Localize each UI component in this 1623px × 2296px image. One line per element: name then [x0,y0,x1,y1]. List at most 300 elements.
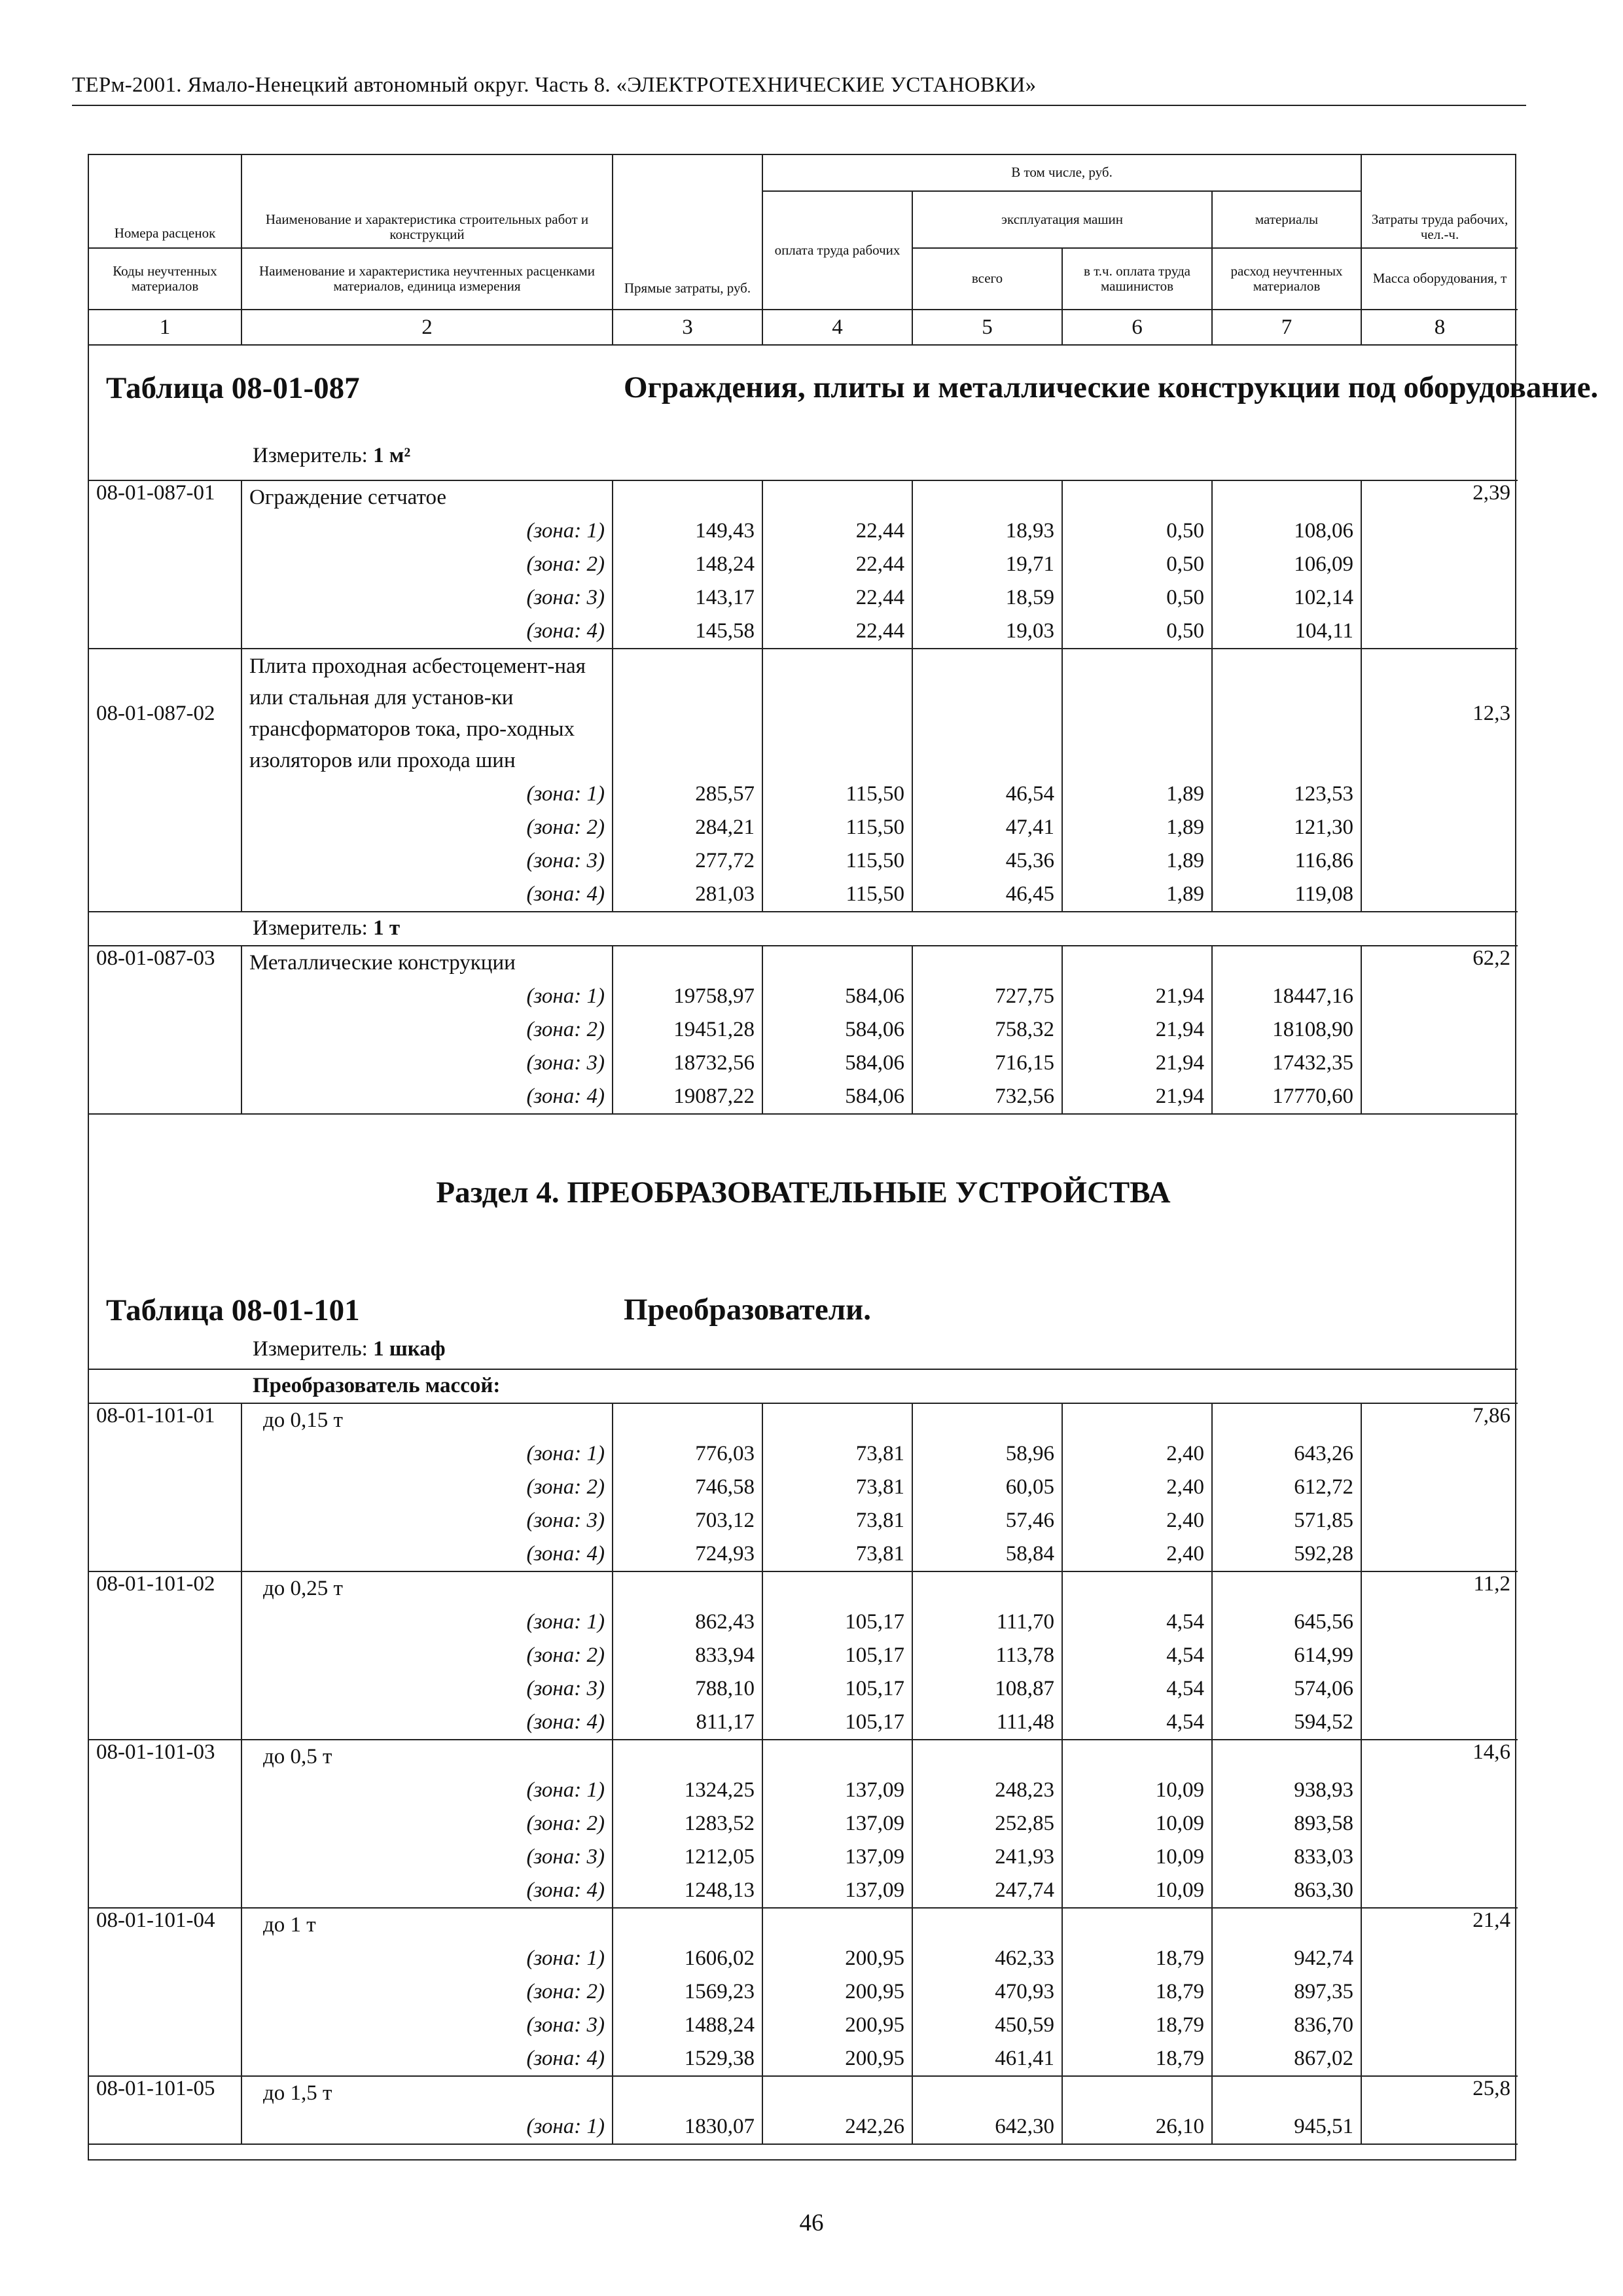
empty-cell [89,1942,241,1975]
empty-cell [912,1571,1062,1605]
rate-code: 08-01-101-02 [89,1571,241,1605]
zone-label: (зона: 2) [241,1975,613,2009]
zone-row [89,1537,1518,1571]
rate-code: 08-01-087-03 [89,946,241,980]
materials: 121,30 [1212,811,1361,844]
worker-pay: 137,09 [762,1807,912,1840]
empty-cell [89,1774,241,1807]
work-description: до 0,25 т [241,1571,613,1605]
column-number: 1 [89,310,241,345]
empty-cell [1361,844,1518,878]
price-table-frame [88,154,1599,2161]
zone-row [89,980,1518,1013]
zone-row [89,615,1518,649]
zone-label: (зона: 1) [241,1605,613,1639]
empty-cell [89,1471,241,1504]
materials: 108,06 [1212,514,1361,548]
table-end [89,2144,1518,2145]
worker-pay: 115,50 [762,778,912,811]
machinist-pay: 10,09 [1062,1840,1212,1874]
zone-row [89,1504,1518,1537]
machines-total: 462,33 [912,1942,1062,1975]
empty-cell [762,1740,912,1774]
worker-pay: 200,95 [762,1975,912,2009]
materials: 614,99 [1212,1639,1361,1672]
zone-label: (зона: 4) [241,1874,613,1908]
machinist-pay: 10,09 [1062,1874,1212,1908]
zone-label: (зона: 1) [241,980,613,1013]
zone-row [89,1013,1518,1047]
zone-label: (зона: 4) [241,615,613,649]
header-col5: всего [912,248,1062,310]
machinist-pay: 18,79 [1062,2009,1212,2042]
table-row [89,1403,1518,1437]
worker-pay: 73,81 [762,1471,912,1504]
zone-row [89,1774,1518,1807]
machinist-pay: 21,94 [1062,980,1212,1013]
zone-row [89,1706,1518,1740]
machines-total: 758,32 [912,1013,1062,1047]
empty-cell [912,1908,1062,1942]
empty-cell [1361,1639,1518,1672]
zone-label: (зона: 3) [241,2009,613,2042]
group-row [89,1369,1518,1403]
rate-code: 08-01-087-01 [89,480,241,514]
empty-cell [1212,2076,1361,2110]
empty-cell [1062,1571,1212,1605]
labor-cost: 7,86 [1361,1403,1518,1437]
measure-label: Измеритель: [253,1337,368,1361]
machines-total: 58,96 [912,1437,1062,1471]
empty-cell [1062,946,1212,980]
work-description: Ограждение сетчатое [241,480,613,514]
empty-cell [89,514,241,548]
direct-costs: 143,17 [613,581,762,615]
direct-costs: 1529,38 [613,2042,762,2076]
empty-cell [1062,480,1212,514]
header-col6: в т.ч. оплата труда машинистов [1062,248,1212,310]
empty-cell [912,480,1062,514]
empty-cell [912,1403,1062,1437]
empty-cell [1361,980,1518,1013]
empty-cell [613,946,762,980]
worker-pay: 115,50 [762,844,912,878]
worker-pay: 73,81 [762,1537,912,1571]
empty-cell [1361,2110,1518,2144]
machines-total: 111,48 [912,1706,1062,1740]
table-row [89,1740,1518,1774]
empty-cell [89,1874,241,1908]
empty-cell [762,1403,912,1437]
direct-costs: 149,43 [613,514,762,548]
section-row [89,1114,1518,1369]
zone-row [89,1840,1518,1874]
direct-costs: 145,58 [613,615,762,649]
section-title: Раздел 4. ПРЕОБРАЗОВАТЕЛЬНЫЕ УСТРОЙСТВА [436,1175,1171,1210]
empty-cell [912,649,1062,778]
empty-cell [1062,1908,1212,1942]
materials: 17432,35 [1212,1047,1361,1080]
empty-cell [89,615,241,649]
machinist-pay: 1,89 [1062,778,1212,811]
direct-costs: 284,21 [613,811,762,844]
zone-row [89,548,1518,581]
zone-label: (зона: 4) [241,878,613,912]
empty-cell [1212,1740,1361,1774]
worker-pay: 242,26 [762,2110,912,2144]
header-rule [72,105,1526,106]
work-description: до 1,5 т [241,2076,613,2110]
zone-label: (зона: 2) [241,1013,613,1047]
materials: 104,11 [1212,615,1361,649]
machines-total: 252,85 [912,1807,1062,1840]
machinist-pay: 2,40 [1062,1471,1212,1504]
materials: 645,56 [1212,1605,1361,1639]
zone-label: (зона: 1) [241,1774,613,1807]
direct-costs: 18732,56 [613,1047,762,1080]
direct-costs: 1283,52 [613,1807,762,1840]
empty-cell [1361,811,1518,844]
measure-value: 1 т [373,916,401,940]
worker-pay: 584,06 [762,1013,912,1047]
table-title: Таблица 08-01-101 [106,1293,360,1327]
zone-label: (зона: 1) [241,514,613,548]
measure-unit [253,444,410,468]
header-col8-bottom: Масса оборудования, т [1361,248,1518,310]
direct-costs: 1569,23 [613,1975,762,2009]
zone-label: (зона: 1) [241,1437,613,1471]
header-col3: Прямые затраты, руб. [613,155,762,310]
empty-cell [89,778,241,811]
empty-cell [89,844,241,878]
machines-total: 241,93 [912,1840,1062,1874]
machines-total: 60,05 [912,1471,1062,1504]
worker-pay: 105,17 [762,1639,912,1672]
machinist-pay: 2,40 [1062,1437,1212,1471]
zone-row [89,1437,1518,1471]
machinist-pay: 1,89 [1062,878,1212,912]
materials: 17770,60 [1212,1080,1361,1114]
empty-cell [1361,1080,1518,1114]
labor-cost: 14,6 [1361,1740,1518,1774]
column-number: 4 [762,310,912,345]
machines-total: 46,54 [912,778,1062,811]
worker-pay: 137,09 [762,1840,912,1874]
empty-cell [89,581,241,615]
materials: 123,53 [1212,778,1361,811]
labor-cost: 2,39 [1361,480,1518,514]
machines-total: 732,56 [912,1080,1062,1114]
direct-costs: 788,10 [613,1672,762,1706]
zone-label: (зона: 4) [241,2042,613,2076]
machinist-pay: 10,09 [1062,1774,1212,1807]
measure-unit [253,1337,446,1361]
direct-costs: 19758,97 [613,980,762,1013]
materials: 594,52 [1212,1706,1361,1740]
page-number: 46 [799,2210,824,2236]
empty-cell [89,1840,241,1874]
zone-row [89,878,1518,912]
machines-total: 470,93 [912,1975,1062,2009]
machinist-pay: 0,50 [1062,581,1212,615]
table-row [89,1908,1518,1942]
header-col8-top: Затраты труда рабочих, чел.-ч. [1361,155,1518,248]
empty-cell [1062,649,1212,778]
zone-label: (зона: 3) [241,1047,613,1080]
zone-label: (зона: 3) [241,581,613,615]
zone-label: (зона: 2) [241,1639,613,1672]
materials: 119,08 [1212,878,1361,912]
column-number: 6 [1062,310,1212,345]
machinist-pay: 4,54 [1062,1605,1212,1639]
rate-code: 08-01-101-03 [89,1740,241,1774]
machinist-pay: 18,79 [1062,1942,1212,1975]
materials: 18447,16 [1212,980,1361,1013]
rate-code: 08-01-101-05 [89,2076,241,2110]
price-table [89,155,1599,2145]
header-col1-top: Номера расценок [89,155,241,248]
empty-cell [1361,514,1518,548]
zone-label: (зона: 3) [241,1840,613,1874]
empty-cell [1212,946,1361,980]
empty-cell [912,946,1062,980]
empty-cell [1212,1908,1361,1942]
worker-pay: 200,95 [762,1942,912,1975]
worker-pay: 22,44 [762,581,912,615]
worker-pay: 584,06 [762,980,912,1013]
zone-row [89,844,1518,878]
measure-value: 1 м² [373,444,411,467]
header-col4: оплата труда рабочих [762,191,912,310]
materials: 836,70 [1212,2009,1361,2042]
zone-row [89,2009,1518,2042]
header-col1-bottom: Коды неучтенных материалов [89,248,241,310]
table-row [89,946,1518,980]
empty-cell [89,2110,241,2144]
machines-total: 716,15 [912,1047,1062,1080]
empty-cell [912,1740,1062,1774]
work-description: до 0,5 т [241,1740,613,1774]
measure-unit [253,916,400,941]
worker-pay: 115,50 [762,811,912,844]
machines-total: 19,03 [912,615,1062,649]
empty-cell [1062,1403,1212,1437]
materials: 106,09 [1212,548,1361,581]
zone-row [89,1471,1518,1504]
table-name: Преобразователи. [624,1293,871,1327]
machines-total: 113,78 [912,1639,1062,1672]
labor-cost: 12,3 [1361,649,1518,778]
zone-label: (зона: 2) [241,548,613,581]
zone-label: (зона: 4) [241,1080,613,1114]
direct-costs: 281,03 [613,878,762,912]
empty-cell [1361,1605,1518,1639]
zone-row [89,514,1518,548]
table-row [89,649,1518,778]
empty-cell [613,1403,762,1437]
materials: 102,14 [1212,581,1361,615]
zone-row [89,1605,1518,1639]
labor-cost: 62,2 [1361,946,1518,980]
running-head: ТЕРм-2001. Ямало-Ненецкий автономный округ. Часть 8. «ЭЛЕКТРОТЕХНИЧЕСКИЕ УСТАНОВКИ» [72,73,1037,97]
empty-cell [89,548,241,581]
empty-cell [1361,1047,1518,1080]
machinist-pay: 0,50 [1062,615,1212,649]
worker-pay: 200,95 [762,2009,912,2042]
measure-label: Измеритель: [253,916,368,940]
direct-costs: 862,43 [613,1605,762,1639]
machinist-pay: 1,89 [1062,844,1212,878]
direct-costs: 19087,22 [613,1080,762,1114]
empty-cell [1361,1471,1518,1504]
materials: 612,72 [1212,1471,1361,1504]
empty-cell [89,1537,241,1571]
machines-total: 111,70 [912,1605,1062,1639]
empty-cell [1361,2009,1518,2042]
worker-pay: 105,17 [762,1605,912,1639]
rate-code: 08-01-101-01 [89,1403,241,1437]
machinist-pay: 26,10 [1062,2110,1212,2144]
machinist-pay: 2,40 [1062,1537,1212,1571]
worker-pay: 115,50 [762,878,912,912]
zone-label: (зона: 2) [241,1471,613,1504]
empty-cell [1361,1013,1518,1047]
materials: 945,51 [1212,2110,1361,2144]
empty-cell [1361,2042,1518,2076]
machinist-pay: 21,94 [1062,1013,1212,1047]
zone-row [89,1942,1518,1975]
empty-cell [613,649,762,778]
machines-total: 642,30 [912,2110,1062,2144]
zone-label: (зона: 3) [241,844,613,878]
machines-total: 57,46 [912,1504,1062,1537]
empty-cell [1361,615,1518,649]
machinist-pay: 10,09 [1062,1807,1212,1840]
work-description: Металлические конструкции [241,946,613,980]
materials: 574,06 [1212,1672,1361,1706]
machines-total: 46,45 [912,878,1062,912]
worker-pay: 73,81 [762,1437,912,1471]
worker-pay: 73,81 [762,1504,912,1537]
empty-cell [613,480,762,514]
rate-code: 08-01-101-04 [89,1908,241,1942]
empty-cell [613,1740,762,1774]
machinist-pay: 4,54 [1062,1672,1212,1706]
zone-row [89,1874,1518,1908]
empty-cell [762,1908,912,1942]
zone-row [89,1639,1518,1672]
empty-cell [1212,480,1361,514]
zone-row [89,1672,1518,1706]
header-group: В том числе, руб. [762,155,1361,191]
machinist-pay: 4,54 [1062,1639,1212,1672]
column-number: 2 [241,310,613,345]
table-name: Ограждения, плиты и металлические конструкции под оборудование. [624,370,1599,404]
materials: 942,74 [1212,1942,1361,1975]
empty-cell [1212,1403,1361,1437]
direct-costs: 1830,07 [613,2110,762,2144]
materials: 833,03 [1212,1840,1361,1874]
worker-pay: 105,17 [762,1672,912,1706]
machinist-pay: 0,50 [1062,514,1212,548]
machines-total: 108,87 [912,1672,1062,1706]
table-row [89,1571,1518,1605]
empty-cell [1361,581,1518,615]
table-body [89,345,1599,2145]
work-description: до 1 т [241,1908,613,1942]
header-machines: эксплуатация машин [912,191,1212,248]
labor-cost: 11,2 [1361,1571,1518,1605]
empty-cell [1361,1942,1518,1975]
materials: 938,93 [1212,1774,1361,1807]
empty-cell [762,649,912,778]
direct-costs: 833,94 [613,1639,762,1672]
machinist-pay: 2,40 [1062,1504,1212,1537]
empty-cell [89,811,241,844]
direct-costs: 277,72 [613,844,762,878]
worker-pay: 584,06 [762,1080,912,1114]
direct-costs: 1212,05 [613,1840,762,1874]
empty-cell [89,1504,241,1537]
empty-cell [1361,778,1518,811]
empty-cell [89,1672,241,1706]
empty-cell [1361,1774,1518,1807]
worker-pay: 137,09 [762,1774,912,1807]
empty-cell [762,480,912,514]
column-number: 8 [1361,310,1518,345]
worker-pay: 584,06 [762,1047,912,1080]
table-row [89,480,1518,514]
machines-total: 248,23 [912,1774,1062,1807]
empty-cell [89,1047,241,1080]
empty-cell [613,1908,762,1942]
materials: 893,58 [1212,1807,1361,1840]
column-number: 7 [1212,310,1361,345]
work-description: Плита проходная асбестоцемент-ная или стальная для установ-ки трансформаторов тока, про-ходных изоляторов или прохода шин [241,649,613,778]
zone-label: (зона: 3) [241,1504,613,1537]
zone-label: (зона: 1) [241,778,613,811]
table-row [89,2076,1518,2110]
empty-cell [89,1605,241,1639]
empty-cell [762,2076,912,2110]
direct-costs: 285,57 [613,778,762,811]
empty-cell [89,1975,241,2009]
materials: 643,26 [1212,1437,1361,1471]
measure-value: 1 шкаф [373,1337,446,1361]
empty-cell [1361,1504,1518,1537]
empty-cell [613,1571,762,1605]
materials: 867,02 [1212,2042,1361,2076]
direct-costs: 811,17 [613,1706,762,1740]
direct-costs: 1324,25 [613,1774,762,1807]
materials: 863,30 [1212,1874,1361,1908]
empty-cell [89,1013,241,1047]
empty-cell [613,2076,762,2110]
zone-label: (зона: 1) [241,2110,613,2144]
machinist-pay: 21,94 [1062,1047,1212,1080]
empty-cell [1062,2076,1212,2110]
empty-cell [1212,1571,1361,1605]
direct-costs: 1488,24 [613,2009,762,2042]
zone-row [89,581,1518,615]
worker-pay: 22,44 [762,548,912,581]
worker-pay: 105,17 [762,1706,912,1740]
column-number: 3 [613,310,762,345]
direct-costs: 1606,02 [613,1942,762,1975]
empty-cell [1361,878,1518,912]
materials: 571,85 [1212,1504,1361,1537]
direct-costs: 19451,28 [613,1013,762,1047]
